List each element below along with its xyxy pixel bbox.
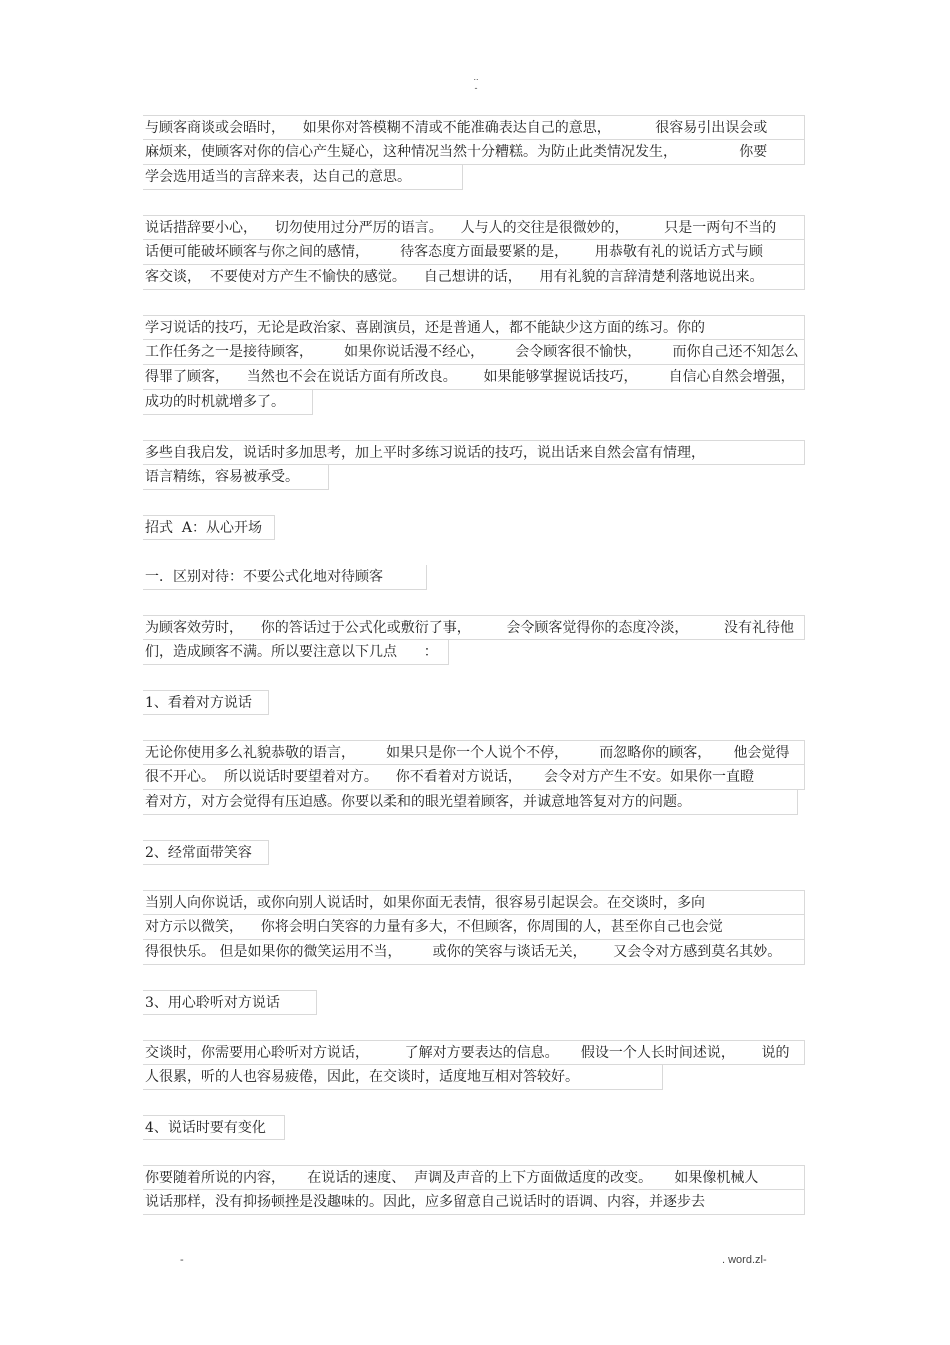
- subsection-heading: 1、看着对方说话: [143, 690, 269, 715]
- page-footer-left: -: [180, 1254, 184, 1266]
- body-text-line: 得罪了顾客， 当然也不会在说话方面有所改良。 如果能够掌握说话技巧， 自信心自然会增强，: [143, 365, 805, 390]
- header-mark: -: [474, 83, 478, 93]
- body-text-line: 说话措辞要小心， 切勿使用过分严厉的语言。 人与人的交往是很微妙的， 只是一两句不当的: [143, 215, 805, 240]
- body-text-line: 工作任务之一是接待顾客， 如果你说话漫不经心， 会令顾客很不愉快， 而你自己还不知怎么: [143, 340, 805, 365]
- body-text-line: 对方示以微笑， 你将会明白笑容的力量有多大，不但顾客，你周围的人，甚至你自己也会觉: [143, 915, 805, 940]
- body-text-line: 多些自我启发，说话时多加思考，加上平时多练习说话的技巧，说出话来自然会富有情理，: [143, 440, 805, 465]
- body-text-line: 很不开心。 所以说话时要望着对方。 你不看着对方说话， 会令对方产生不安。如果你一直瞪: [143, 765, 805, 790]
- body-text-line: 无论你使用多么礼貌恭敬的语言， 如果只是你一个人说个不停， 而忽略你的顾客， 他会觉得: [143, 740, 805, 765]
- body-text-line: 麻烦来，使顾客对你的信心产生疑心，这种情况当然十分糟糕。为防止此类情况发生， 你要: [143, 140, 805, 165]
- body-text-line: 学会选用适当的言辞来表，达自己的意思。: [143, 165, 463, 190]
- body-text-line: 你要随着所说的内容， 在说话的速度、 声调及声音的上下方面做适度的改变。 如果像机械人: [143, 1165, 805, 1190]
- section-heading: 一．区别对待：不要公式化地对待顾客: [143, 565, 427, 590]
- body-text-line: 为顾客效劳时， 你的答话过于公式化或敷衍了事， 会令顾客觉得你的态度冷淡， 没有礼待他: [143, 615, 805, 640]
- body-text-line: 交谈时，你需要用心聆听对方说话， 了解对方要表达的信息。 假设一个人长时间述说， 说的: [143, 1040, 805, 1065]
- body-text-line: 语言精练，容易被承受。: [143, 465, 329, 490]
- body-text-line: 成功的时机就增多了。: [143, 390, 313, 415]
- subsection-heading: 4、说话时要有变化: [143, 1115, 285, 1140]
- body-text-line: 与顾客商谈或会晤时， 如果你对答模糊不清或不能准确表达自己的意思， 很容易引出误会或: [143, 115, 805, 140]
- body-text-line: 学习说话的技巧，无论是政治家、喜剧演员，还是普通人，都不能缺少这方面的练习。你的: [143, 315, 805, 340]
- subsection-heading: 2、经常面带笑容: [143, 840, 269, 865]
- section-heading: 招式 A：从心开场: [143, 515, 275, 540]
- page-header: [466, 72, 486, 94]
- page-footer-right: . word.zl-: [722, 1254, 767, 1266]
- body-text-line: 客交谈， 不要使对方产生不愉快的感觉。 自己想讲的话， 用有礼貌的言辞清楚利落地说出来。: [143, 265, 805, 290]
- body-text-line: 着对方，对方会觉得有压迫感。你要以柔和的眼光望着顾客，并诚意地答复对方的问题。: [143, 790, 798, 815]
- subsection-heading: 3、用心聆听对方说话: [143, 990, 317, 1015]
- body-text-line: 说话那样，没有抑扬顿挫是没趣味的。因此，应多留意自己说话时的语调、内容，并逐步去: [143, 1190, 805, 1215]
- body-text-line: 得很快乐。 但是如果你的微笑运用不当， 或你的笑容与谈话无关， 又会令对方感到莫名其妙。: [143, 940, 805, 965]
- body-text-line: 话便可能破坏顾客与你之间的感情， 待客态度方面最要紧的是， 用恭敬有礼的说话方式与顾: [143, 240, 805, 265]
- header-mark: ..: [473, 72, 479, 82]
- body-text-line: 们，造成顾客不满。所以要注意以下几点 ：: [143, 640, 449, 665]
- body-text-line: 当别人向你说话，或你向别人说话时，如果你面无表情，很容易引起误会。在交谈时，多向: [143, 890, 805, 915]
- body-text-line: 人很累，听的人也容易疲倦，因此，在交谈时，适度地互相对答较好。: [143, 1065, 663, 1090]
